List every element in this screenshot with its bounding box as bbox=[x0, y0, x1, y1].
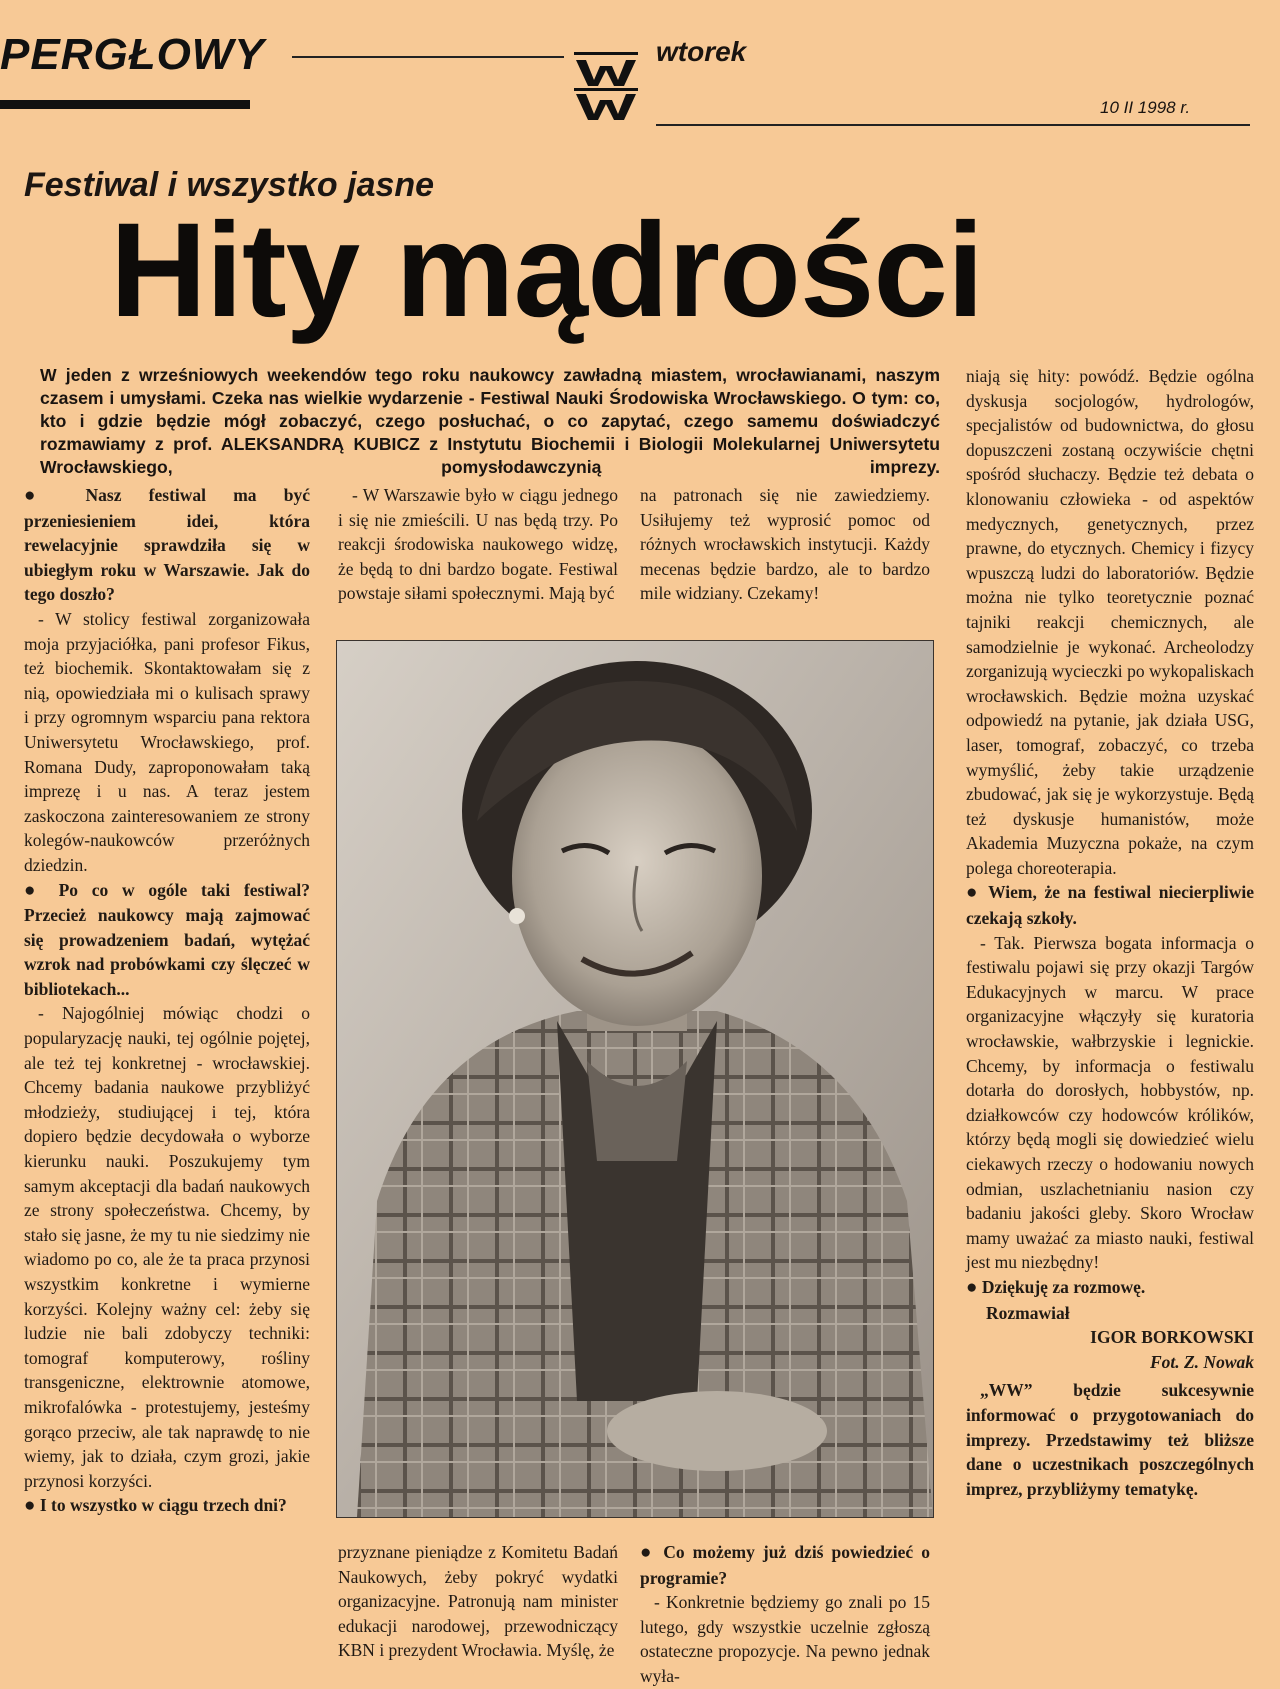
bullet-icon: ● bbox=[24, 1495, 36, 1517]
article-column-2-bottom bbox=[338, 1540, 618, 1663]
bullet-icon: ● bbox=[966, 1276, 978, 1298]
article-headline: Hity mądrości bbox=[110, 196, 984, 345]
portrait-illustration bbox=[337, 641, 933, 1517]
date-rule bbox=[656, 124, 1250, 126]
bullet-icon: ● bbox=[966, 882, 981, 904]
article-column-1 bbox=[24, 483, 310, 1519]
question-1 bbox=[24, 483, 310, 607]
article-column-3-bottom bbox=[640, 1540, 930, 1689]
answer-4: - Konkretnie będziemy go znali po 15 lutego, gdy wszystkie uczelnie zgłoszą ostateczne propozycje. Na pewno jednak wyła- bbox=[640, 1592, 930, 1686]
masthead-rule bbox=[292, 56, 564, 58]
article-column-4 bbox=[966, 364, 1254, 1501]
question-2 bbox=[24, 878, 310, 1002]
article-kicker: Festiwal i wszystko jasne bbox=[24, 166, 435, 204]
question-2-text: Po co w ogóle taki festiwal? Przecież naukowcy mają zajmować się prowadzeniem badań, wytężać wzrok nad probówkami czy ślęczeć w bibliotekach... bbox=[24, 879, 310, 999]
bullet-icon: ● bbox=[24, 485, 59, 506]
answer-2: - Najogólniej mówiąc chodzi o popularyzację nauki, tej ogólnie pojętej, ale też tej konkretnej - wrocławskiej. Chcemy badania naukowe przybliżyć młodzieży, studiującej i tej, która dopiero będzie decydowała o wyborze kierunku nauki. Poszukujemy tym samym akceptacji dla badań naukowych ze strony społeczeństwa. Chcemy, by stało się jasne, że my tu nie siedzimy nie wiadomo po co, ale że ta praca przynosi wszystkim konkretne i wymierne korzyści. Kolejny ważny cel: żeby się ludzie nie bali zdobyczy techniki: tomograf komputerowy, rośliny transgeniczne, elektrownie atomowe, mikrofalówka - protestujemy, jesteśmy gorąco przeciw, ale tak naprawdę to nie wiemy, jak to działa, czym grozi, jakie przynosi korzyści. bbox=[24, 1003, 310, 1491]
article-column-2 bbox=[338, 483, 618, 606]
answer-4-continued: niają się hity: powódź. Będzie ogólna dyskusja socjologów, hydrologów, specjalistów od budownictwa, do głosu dopuszczeni zostaną oczywiście chętni spośród słuchaczy. Będzie też debata o klonowaniu człowieka - od aspektów medycznych, genetycznych, przez prawne, do etycznych. Chemicy i fizycy wpuszczą ludzi do laboratoriów. Będzie można nie tylko teoretycznie poznać tajniki reakcji chemicznych, ale samodzielnie je wykonać. Archeolodzy zorganizują wycieczki po wykopaliskach wrocławskich. Będzie można uzyskać odpowiedź na pytanie, jak działa USG, laser, tomograf, zobaczyć, co trzeba wymyślić, żeby takie urządzenie zbudować, jak się je wykorzystuje. Będą też dyskusje humanistów, może Akademia Muzyczna pokaże, na czym polega choreoterapia. bbox=[966, 366, 1254, 878]
question-6-text: Dziękuję za rozmowę. bbox=[981, 1276, 1146, 1297]
author-name: IGOR BORKOWSKI bbox=[1090, 1327, 1254, 1348]
section-title: PERGŁOWY bbox=[0, 30, 265, 79]
question-6 bbox=[966, 1275, 1254, 1301]
question-3 bbox=[24, 1493, 310, 1519]
answer-3-continued: przyznane pieniądze z Komitetu Badań Naukowych, żeby pokryć wydatki organizacyjne. Patronują nam minister edukacji narodowej, przewodniczący KBN i prezydent Wrocławia. Myślę, że bbox=[338, 1542, 618, 1661]
article-lead: W jeden z wrześniowych weekendów tego roku naukowcy zawładną miastem, wrocławianami, naszym czasem i umysłami. Czeka nas wielkie wydarzenie - Festiwal Nauki Środowiska Wrocławskiego. O tym: co, kto i gdzie będzie mógł zobaczyć, czego posłuchać, o co zapytać, czego samemu doświadczyć rozmawiamy z prof. ALEKSANDRĄ KUBICZ z Instytutu Biochemii i Biologii Molekularnej Uniwersytetu Wrocławskiego, pomysłodawczynią imprezy. bbox=[40, 365, 940, 477]
answer-3-end: na patronach się nie zawiedziemy. Usiłujemy też wyprosić pomoc od różnych wrocławskich instytucji. Każdy mecenas będzie bardzo, ale to bardzo mile widziany. Czekamy! bbox=[640, 485, 930, 604]
article-column-3 bbox=[640, 483, 930, 606]
answer-5: - Tak. Pierwsza bogata informacja o festiwalu pojawi się przy okazji Targów Edukacyjnych w marcu. W prace organizacyjne włączyły się kuratoria wrocławskie, wałbrzyskie i legnickie. Chcemy, by informacja o festiwalu dotarła do dorosłych, hobbystów, np. działkowców czy hodowców królików, którzy będą mogli się dowiedzieć wielu ciekawych rzeczy o hodowaniu nowych odmian, uszlachetnianiu nasion czy badaniu jakości gleby. Skoro Wrocław mamy uważać za miasto nauki, festiwal jest mu niezbędny! bbox=[966, 932, 1254, 1273]
ww-logo-icon bbox=[574, 52, 638, 124]
question-4 bbox=[640, 1540, 930, 1590]
question-5 bbox=[966, 880, 1254, 930]
masthead-black-bar bbox=[0, 100, 250, 109]
bullet-icon: ● bbox=[24, 879, 45, 901]
editorial-note: „WW” będzie sukcesywnie informować o przygotowaniach do imprezy. Przedstawimy też bliższe dane o uczestnikach poszczególnych imprez, przybliżymy tematykę. bbox=[966, 1380, 1254, 1499]
portrait-photo bbox=[336, 640, 934, 1518]
question-4-text: Co możemy już dziś powiedzieć o programie? bbox=[640, 1542, 930, 1588]
question-1-text: Nasz festiwal ma być przeniesieniem idei, która rewelacyjnie sprawdziła się w ubiegłym roku w Warszawie. Jak do tego doszło? bbox=[24, 485, 311, 605]
photo-credit: Fot. Z. Nowak bbox=[1149, 1351, 1254, 1372]
question-5-text: Wiem, że na festiwal niecierpliwie czekają szkoły. bbox=[966, 882, 1254, 929]
bullet-icon: ● bbox=[640, 1542, 656, 1563]
issue-date: 10 II 1998 r. bbox=[1100, 98, 1191, 117]
weekday-label: wtorek bbox=[656, 36, 747, 67]
answer-1: - W stolicy festiwal zorganizowała moja przyjaciółka, pani profesor Fikus, też biochemik. Skontaktowałam się z nią, opowiedziała mi o kulisach sprawy i przy ogromnym wsparciu pana rektora Uniwersytetu Wrocławskiego, prof. Romana Dudy, zaproponowałam taką imprezę i u nas. A teraz jestem zaskoczona zainteresowaniem ze strony kolegów-naukowców przeróżnych dziedzin. bbox=[24, 608, 310, 875]
interviewer-label: Rozmawiał bbox=[986, 1302, 1070, 1323]
answer-3-start: - W Warszawie było w ciągu jednego i się nie zmieścili. U nas będą trzy. Po reakcji środowiska naukowego widzę, że będą to dni bardzo bogate. Festiwal powstaje siłami społecznymi. Mają być bbox=[338, 485, 618, 604]
question-3-text: I to wszystko w ciągu trzech dni? bbox=[39, 1495, 287, 1516]
